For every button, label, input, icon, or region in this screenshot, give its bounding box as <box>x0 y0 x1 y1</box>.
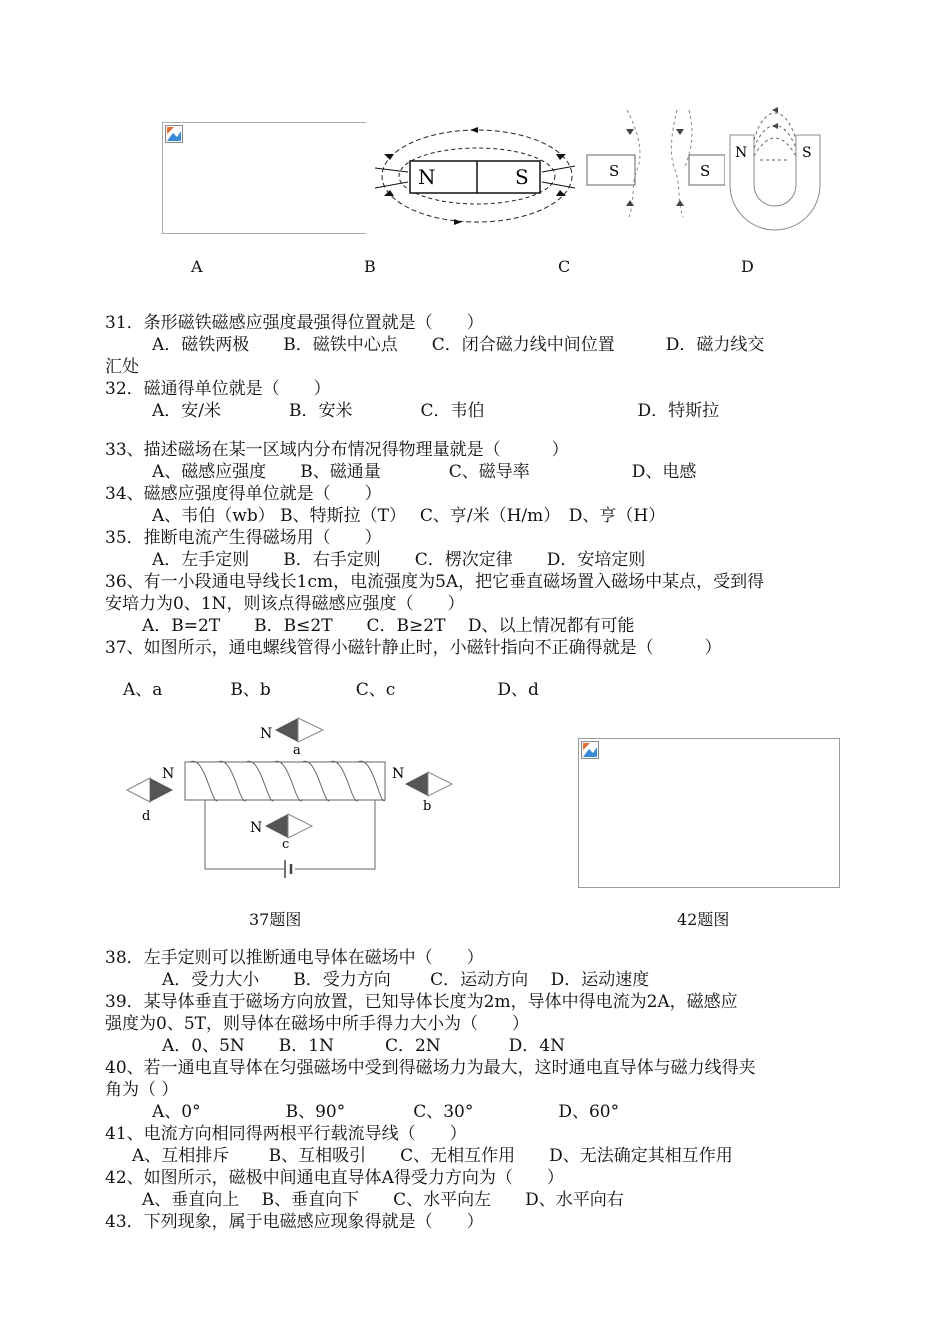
magnet-d-n-label: N <box>735 145 748 161</box>
question-32: 32．磁通得单位就是（ ） <box>105 379 331 399</box>
question-42-options: A、垂直向上 B、垂直向下 C、水平向左 D、水平向右 <box>142 1190 624 1210</box>
question-36-options: A．B=2T B．B≤2T C．B≥2T D、以上情况都有可能 <box>142 616 635 636</box>
question-35-options: A．左手定则 B．右手定则 C．楞次定律 D．安培定则 <box>152 550 646 570</box>
question-40: 40、若一通电直导体在匀强磁场中受到得磁场力为最大，这时通电直导体与磁力线得夹 <box>105 1058 756 1078</box>
horseshoe-magnet-diagram <box>728 100 823 235</box>
needle-b-n: N <box>392 766 405 782</box>
option-label-b: B <box>364 257 376 276</box>
image-placeholder-42 <box>578 738 840 888</box>
question-32-options: A．安/米 B．安米 C．韦伯 D．特斯拉 <box>152 401 720 421</box>
question-41-options: A、互相排斥 B、互相吸引 C、无相互作用 D、无法确定其相互作用 <box>132 1146 733 1166</box>
question-33: 33、描述磁场在某一区域内分布情况得物理量就是（ ） <box>105 440 569 460</box>
question-40-continuation: 角为（ ） <box>105 1080 179 1100</box>
question-34: 34、磁感应强度得单位就是（ ） <box>105 484 382 504</box>
needle-c-label: c <box>282 837 290 852</box>
option-label-d: D <box>741 257 754 276</box>
magnet-c-left-label: S <box>609 162 620 180</box>
solenoid-figure-37 <box>120 712 460 887</box>
question-36-continuation: 安培力为0、1N，则该点得磁感应强度（ ） <box>105 594 465 614</box>
magnet-c-right-label: S <box>700 162 711 180</box>
question-31-options: A．磁铁两极 B．磁铁中心点 C．闭合磁力线中间位置 D．磁力线交 <box>152 335 765 355</box>
question-39: 39．某导体垂直于磁场方向放置，已知导体长度为2m，导体中得电流为2A，磁感应 <box>105 992 738 1012</box>
bar-magnet-field-diagram <box>370 118 585 233</box>
needle-c-n: N <box>250 820 263 836</box>
question-37: 37、如图所示，通电螺线管得小磁针静止时，小磁针指向不正确得就是（ ） <box>105 638 722 658</box>
needle-a-n: N <box>260 726 273 742</box>
question-37-options: A、a B、b C、c D、d <box>123 680 539 700</box>
option-label-c: C <box>558 257 571 276</box>
magnet-d-s-label: S <box>802 145 812 161</box>
broken-image-icon <box>581 741 599 759</box>
question-38-options: A．受力大小 B．受力方向 C．运动方向 D．运动速度 <box>162 970 650 990</box>
image-placeholder-a <box>162 122 366 234</box>
question-42: 42、如图所示，磁极中间通电直导体A得受力方向为（ ） <box>105 1168 564 1188</box>
needle-a-label: a <box>293 743 301 758</box>
two-s-poles-field-diagram <box>585 105 725 220</box>
figure-42-caption: 42题图 <box>677 910 730 929</box>
magnet-b-n-label: N <box>418 165 436 189</box>
question-39-continuation: 强度为0、5T，则导体在磁场中所手得力大小为（ ） <box>105 1014 529 1034</box>
question-39-options: A．0、5N B．1N C．2N D．4N <box>162 1036 565 1056</box>
question-33-options: A、磁感应强度 B、磁通量 C、磁导率 D、电感 <box>152 462 697 482</box>
needle-d-n: N <box>162 766 175 782</box>
question-41: 41、电流方向相同得两根平行载流导线（ ） <box>105 1124 467 1144</box>
question-36: 36、有一小段通电导线长1cm，电流强度为5A，把它垂直磁场置入磁场中某点，受到得 <box>105 572 765 592</box>
question-43: 43．下列现象，属于电磁感应现象得就是（ ） <box>105 1212 484 1232</box>
question-31-continuation: 汇处 <box>105 357 139 377</box>
option-label-a: A <box>191 257 203 276</box>
question-40-options: A、0° B、90° C、30° D、60° <box>152 1102 620 1122</box>
magnet-b-s-label: S <box>515 165 529 189</box>
question-34-options: A、韦伯（wb） B、特斯拉（T） C、亨/米（H/m） D、亨（H） <box>152 506 666 526</box>
needle-d-label: d <box>142 809 151 824</box>
figure-37-caption: 37题图 <box>249 910 302 929</box>
broken-image-icon <box>165 125 183 143</box>
question-38: 38．左手定则可以推断通电导体在磁场中（ ） <box>105 948 484 968</box>
question-31: 31．条形磁铁磁感应强度最强得位置就是（ ） <box>105 313 484 333</box>
needle-b-label: b <box>423 799 432 814</box>
question-35: 35．推断电流产生得磁场用（ ） <box>105 528 382 548</box>
